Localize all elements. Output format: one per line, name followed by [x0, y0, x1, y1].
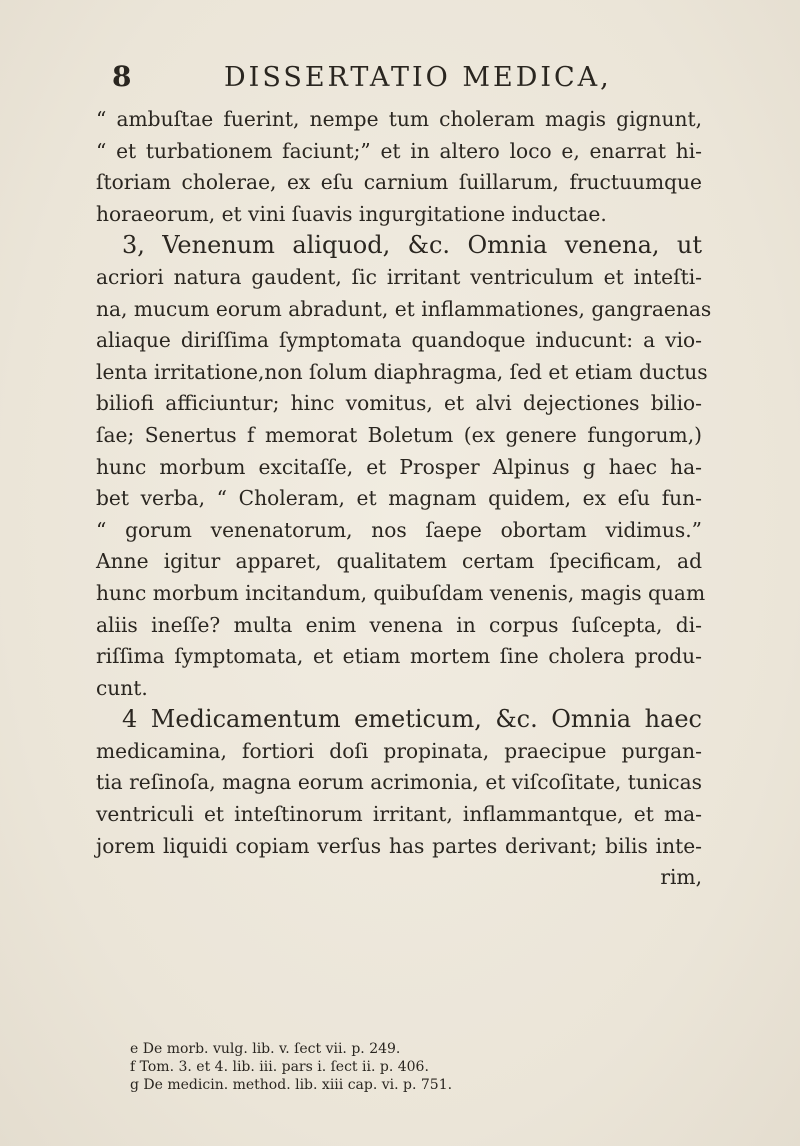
section-4-heading-line: 4 Medicamentum emeticum, &c. Omnia haec [122, 705, 702, 734]
text-line: jorem liquidi copiam verſus has partes derivant; bilis inte- [96, 833, 702, 858]
text-line: cunt. [96, 675, 148, 700]
footnote-e: e De morb. vulg. lib. v. ſect vii. p. 249. [130, 1041, 401, 1057]
text-line: lenta irritatione,non ſolum diaphragma, ſed et etiam ductus [96, 359, 708, 384]
text-line: hunc morbum excitaſſe, et Prosper Alpinus g haec ha- [96, 454, 702, 479]
footnotes [130, 1040, 690, 1094]
text-line: “ ambuſtae fuerint, nempe tum choleram magis gignunt, [96, 107, 702, 131]
text-line: riſſima ſymptomata, et etiam mortem ſine cholera produ- [96, 644, 702, 669]
text-line: acriori natura gaudent, ſic irritant ventriculum et inteſti- [96, 264, 702, 289]
body-text [96, 104, 712, 894]
footnote-g: g De medicin. method. lib. xiii cap. vi. p. 751. [130, 1077, 453, 1093]
text-line: bet verba, “ Choleram, et magnam quidem, ex eſu fun- [96, 486, 702, 511]
text-line: ſtoriam cholerae, ex eſu carnium ſuillarum, fructuumque [96, 170, 702, 195]
text-line: “ et turbationem faciunt;” et in altero loco e, enarrat hi- [96, 138, 702, 163]
text-line: ventriculi et inteſtinorum irritant, inflammantque, et ma- [96, 802, 702, 827]
text-line: ſae; Senertus f memorat Boletum (ex genere fungorum,) [96, 422, 702, 447]
text-line: aliis ineſſe? multa enim venena in corpus ſuſcepta, di- [96, 612, 702, 637]
page-number: 8 [112, 60, 132, 93]
text-line: aliaque diriſſima ſymptomata quandoque inducunt: a vio- [96, 328, 702, 353]
text-line: Anne igitur apparet, qualitatem certam ſpecificam, ad [96, 549, 702, 574]
text-line: “ gorum venenatorum, nos ſaepe obortam vidimus.” [96, 517, 702, 542]
text-line: na, mucum eorum abradunt, et inflammationes, gangraenas [96, 296, 712, 321]
section-3-heading-line: 3, Venenum aliquod, &c. Omnia venena, ut [122, 231, 702, 260]
text-line: hunc morbum incitandum, quibuſdam venenis, magis quam [96, 580, 706, 605]
text-line: tia reſinoſa, magna eorum acrimonia, et viſcoſitate, tunicas [96, 770, 702, 795]
running-title: DISSERTATIO MEDICA, [224, 62, 612, 93]
footnote-f: f Tom. 3. et 4. lib. iii. pars i. ſect ii. p. 406. [130, 1059, 429, 1075]
catchword: rim, [660, 865, 702, 890]
text-line: biliofi afficiuntur; hinc vomitus, et alvi dejectiones bilio- [96, 391, 702, 416]
text-line: horaeorum, et vini ſuavis ingurgitatione inductae. [96, 201, 607, 226]
page-header [112, 60, 702, 100]
text-line: medicamina, fortiori doſi propinata, praecipue purgan- [96, 738, 702, 763]
